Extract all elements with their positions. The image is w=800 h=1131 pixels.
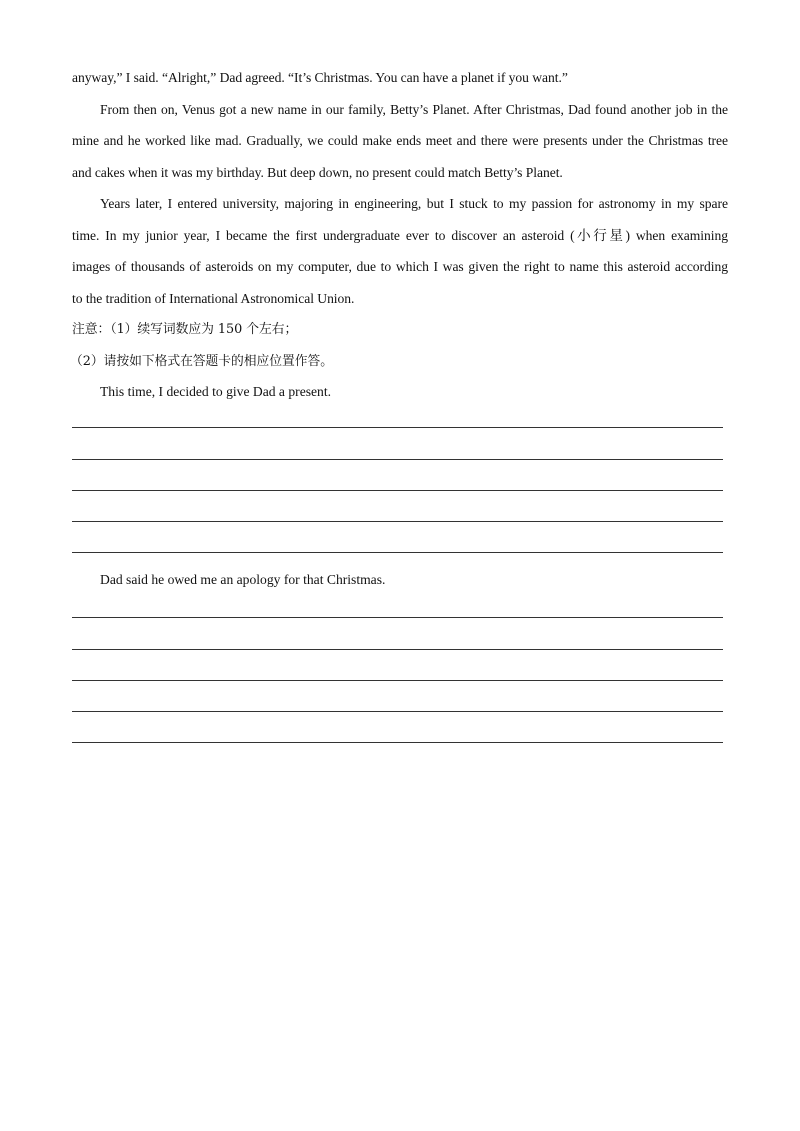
passage-line: and cakes when it was my birthday. But deep down, no present could match Betty’s Planet. [72,164,563,180]
answer-line[interactable] [72,587,723,618]
answer-line[interactable] [72,428,723,459]
answer-line[interactable] [72,712,723,743]
continuation-prompt-2: Dad said he owed me an apology for that Christmas. [100,572,386,587]
answer-line[interactable] [72,681,723,712]
passage-line: Years later, I entered university, majoring in engineering, but I stuck to my passion for astronomy in my spare [100,196,728,211]
passage-line: images of thousands of asteroids on my computer, due to which I was given the right to name this asteroid according [72,259,728,274]
answer-line[interactable] [72,522,723,553]
instruction-note-1: 注意：（1）续写词数应为 150 个左右； [72,322,298,337]
answer-line[interactable] [72,460,723,491]
answer-area-2[interactable] [72,587,723,743]
passage-line: mine and he worked like mad. Gradually, we could make ends meet and there were presents under the Christmas tree [72,133,728,148]
answer-line[interactable] [72,618,723,649]
answer-line[interactable] [72,397,723,428]
passage-line: From then on, Venus got a new name in our family, Betty’s Planet. After Christmas, Dad found another job in the [100,101,728,117]
passage-line: to the tradition of International Astronomical Union. [72,290,355,306]
answer-line[interactable] [72,650,723,681]
passage-line: anyway,” I said. “Alright,” Dad agreed. “It’s Christmas. You can have a planet if you want.” [72,70,568,85]
passage-line: time. In my junior year, I became the first undergraduate ever to discover an asteroid (小行星) when examining [72,227,728,243]
continuation-prompt-1: This time, I decided to give Dad a present. [100,384,332,399]
answer-area-1[interactable] [72,397,723,553]
answer-line[interactable] [72,491,723,522]
document-page [72,62,728,377]
instruction-note-2: （2）请按如下格式在答题卡的相应位置作答。 [70,353,334,369]
